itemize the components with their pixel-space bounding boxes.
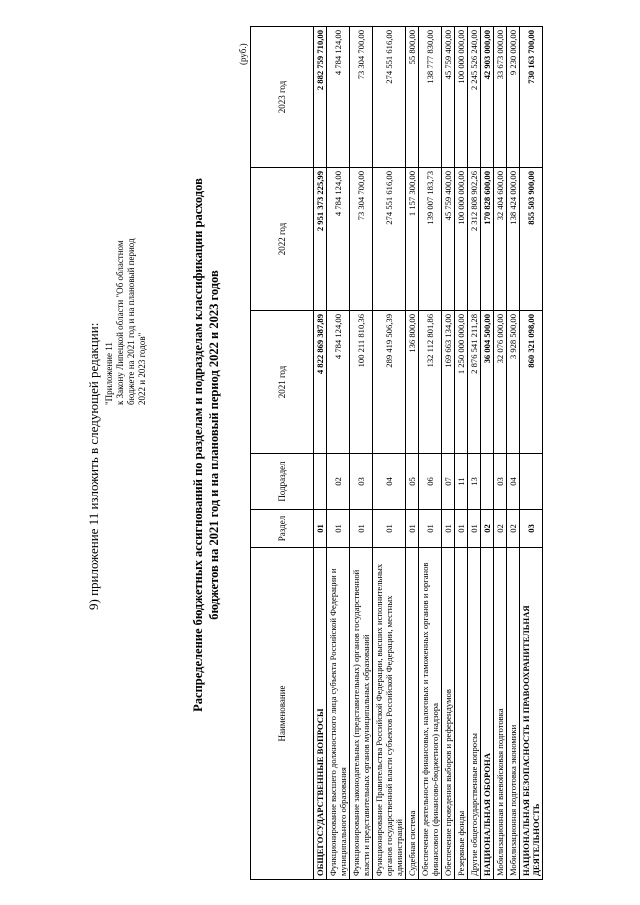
- appendix-line: 2022 и 2023 годов": [137, 332, 147, 405]
- table-body: [314, 27, 543, 880]
- table-row: [419, 27, 442, 880]
- row-2022-cell: 4 784 124,00: [327, 168, 350, 311]
- column-header-2023: 2023 год: [251, 27, 314, 168]
- row-2021-cell: 289 419 506,39: [373, 311, 406, 454]
- row-name-cell: Функционирование Правительства Российской Федерации, высших исполнительных органов государственной власти субъектов Российской Федерации, местных администраций: [373, 548, 406, 880]
- row-2021-cell: 36 004 500,00: [481, 311, 494, 454]
- row-2022-cell: 1 157 300,00: [406, 168, 419, 311]
- row-2023-cell: 274 551 616,00: [373, 27, 406, 168]
- row-name-cell: Функционирование законодательных (представительных) органов государственной власти и представительных органов муниципальных образований: [350, 548, 373, 880]
- row-2022-cell: 2 951 373 225,99: [314, 168, 327, 311]
- row-name-cell: Судебная система: [406, 548, 419, 880]
- table-row: [520, 27, 543, 880]
- row-name-cell: Обеспечение деятельности финансовых, налоговых и таможенных органов и органов финансового (финансово-бюджетного) надзора: [419, 548, 442, 880]
- row-2023-cell: 730 163 700,00: [520, 27, 543, 168]
- row-razdel-cell: 01: [350, 510, 373, 548]
- table-row: [314, 27, 327, 880]
- row-2021-cell: 4 784 124,00: [327, 311, 350, 454]
- row-name-cell: ОБЩЕГОСУДАРСТВЕННЫЕ ВОПРОСЫ: [314, 548, 327, 880]
- row-2021-cell: 169 663 134,00: [442, 311, 455, 454]
- table-row: [494, 27, 507, 880]
- currency-unit: (руб.): [238, 43, 248, 65]
- table-row: [350, 27, 373, 880]
- table-row: [455, 27, 468, 880]
- row-2022-cell: 100 000 000,00: [455, 168, 468, 311]
- row-podrazdel-cell: 07: [442, 454, 455, 510]
- row-2023-cell: 73 304 700,00: [350, 27, 373, 168]
- column-header-name: Наименование: [251, 548, 314, 880]
- column-header-razdel: Раздел: [251, 510, 314, 548]
- column-header-podrazdel: Подраздел: [251, 454, 314, 510]
- row-name-cell: НАЦИОНАЛЬНАЯ БЕЗОПАСНОСТЬ И ПРАВООХРАНИТЕЛЬНАЯ ДЕЯТЕЛЬНОСТЬ: [520, 548, 543, 880]
- row-razdel-cell: 01: [406, 510, 419, 548]
- row-razdel-cell: 02: [481, 510, 494, 548]
- row-2022-cell: 45 759 400,00: [442, 168, 455, 311]
- row-podrazdel-cell: [481, 454, 494, 510]
- row-2023-cell: 55 800,00: [406, 27, 419, 168]
- table-row: [327, 27, 350, 880]
- row-2021-cell: 132 112 801,86: [419, 311, 442, 454]
- row-2022-cell: 32 404 600,00: [494, 168, 507, 311]
- row-podrazdel-cell: 02: [327, 454, 350, 510]
- row-name-cell: Мобилизационная и вневойсковая подготовка: [494, 548, 507, 880]
- row-name-cell: Другие общегосударственные вопросы: [468, 548, 481, 880]
- row-razdel-cell: 02: [494, 510, 507, 548]
- row-2023-cell: 4 784 124,00: [327, 27, 350, 168]
- table-row: [468, 27, 481, 880]
- row-2022-cell: 73 304 700,00: [350, 168, 373, 311]
- row-podrazdel-cell: 03: [494, 454, 507, 510]
- row-podrazdel-cell: 03: [350, 454, 373, 510]
- row-name-cell: Обеспечение проведения выборов и референдумов: [442, 548, 455, 880]
- row-podrazdel-cell: 04: [507, 454, 520, 510]
- row-2022-cell: 139 007 183,73: [419, 168, 442, 311]
- row-2021-cell: 3 928 500,00: [507, 311, 520, 454]
- row-razdel-cell: 03: [520, 510, 543, 548]
- row-podrazdel-cell: 05: [406, 454, 419, 510]
- row-razdel-cell: 01: [327, 510, 350, 548]
- table-row: [507, 27, 520, 880]
- table-row: [406, 27, 419, 880]
- row-podrazdel-cell: [314, 454, 327, 510]
- row-2021-cell: 4 822 869 387,89: [314, 311, 327, 454]
- row-2021-cell: 100 211 810,36: [350, 311, 373, 454]
- table-header-row: [251, 27, 314, 880]
- row-2023-cell: 33 673 000,00: [494, 27, 507, 168]
- appendix-line: бюджете на 2021 год и на плановый период: [126, 238, 136, 405]
- row-2022-cell: 855 503 900,00: [520, 168, 543, 311]
- row-podrazdel-cell: 11: [455, 454, 468, 510]
- row-2021-cell: 1 250 000 000,00: [455, 311, 468, 454]
- row-2021-cell: 136 800,00: [406, 311, 419, 454]
- row-razdel-cell: 01: [314, 510, 327, 548]
- row-2023-cell: 100 000 000,00: [455, 27, 468, 168]
- row-podrazdel-cell: [520, 454, 543, 510]
- row-razdel-cell: 01: [419, 510, 442, 548]
- row-podrazdel-cell: 06: [419, 454, 442, 510]
- row-name-cell: Мобилизационная подготовка экономики: [507, 548, 520, 880]
- row-2022-cell: 274 551 616,00: [373, 168, 406, 311]
- table-row: [373, 27, 406, 880]
- intro-text: 9) приложение 11 изложить в следующей редакции:: [86, 322, 101, 610]
- row-razdel-cell: 01: [373, 510, 406, 548]
- row-2022-cell: 138 424 000,00: [507, 168, 520, 311]
- row-name-cell: Резервные фонды: [455, 548, 468, 880]
- row-2021-cell: 2 876 541 211,28: [468, 311, 481, 454]
- row-2023-cell: 2 245 526 240,00: [468, 27, 481, 168]
- column-header-2021: 2021 год: [251, 311, 314, 454]
- row-2021-cell: 32 076 000,00: [494, 311, 507, 454]
- row-2021-cell: 860 321 098,00: [520, 311, 543, 454]
- row-name-cell: НАЦИОНАЛЬНАЯ ОБОРОНА: [481, 548, 494, 880]
- row-2022-cell: 170 828 600,00: [481, 168, 494, 311]
- budget-allocation-table: [250, 26, 543, 880]
- appendix-line: "Приложение 11: [104, 342, 114, 405]
- row-2023-cell: 9 230 000,00: [507, 27, 520, 168]
- row-2023-cell: 138 777 830,00: [419, 27, 442, 168]
- row-2023-cell: 42 903 000,00: [481, 27, 494, 168]
- row-2023-cell: 45 759 400,00: [442, 27, 455, 168]
- row-podrazdel-cell: 04: [373, 454, 406, 510]
- column-header-2022: 2022 год: [251, 168, 314, 311]
- appendix-line: к Закону Липецкой области "Об областном: [115, 240, 125, 405]
- document-heading: Распределение бюджетных ассигнований по разделам и подразделам классификации расходов бюджетов на 2021 год и на плановый период 2022 и 2023 годов: [191, 178, 221, 712]
- row-razdel-cell: 02: [507, 510, 520, 548]
- row-2023-cell: 2 882 759 710,00: [314, 27, 327, 168]
- row-name-cell: Функционирование высшего должностного лица субъекта Российской Федерации и муниципального образования: [327, 548, 350, 880]
- table-row: [442, 27, 455, 880]
- row-2022-cell: 2 312 808 902,26: [468, 168, 481, 311]
- table-row: [481, 27, 494, 880]
- row-podrazdel-cell: 13: [468, 454, 481, 510]
- row-razdel-cell: 01: [468, 510, 481, 548]
- appendix-reference: [104, 205, 148, 405]
- row-razdel-cell: 01: [455, 510, 468, 548]
- row-razdel-cell: 01: [442, 510, 455, 548]
